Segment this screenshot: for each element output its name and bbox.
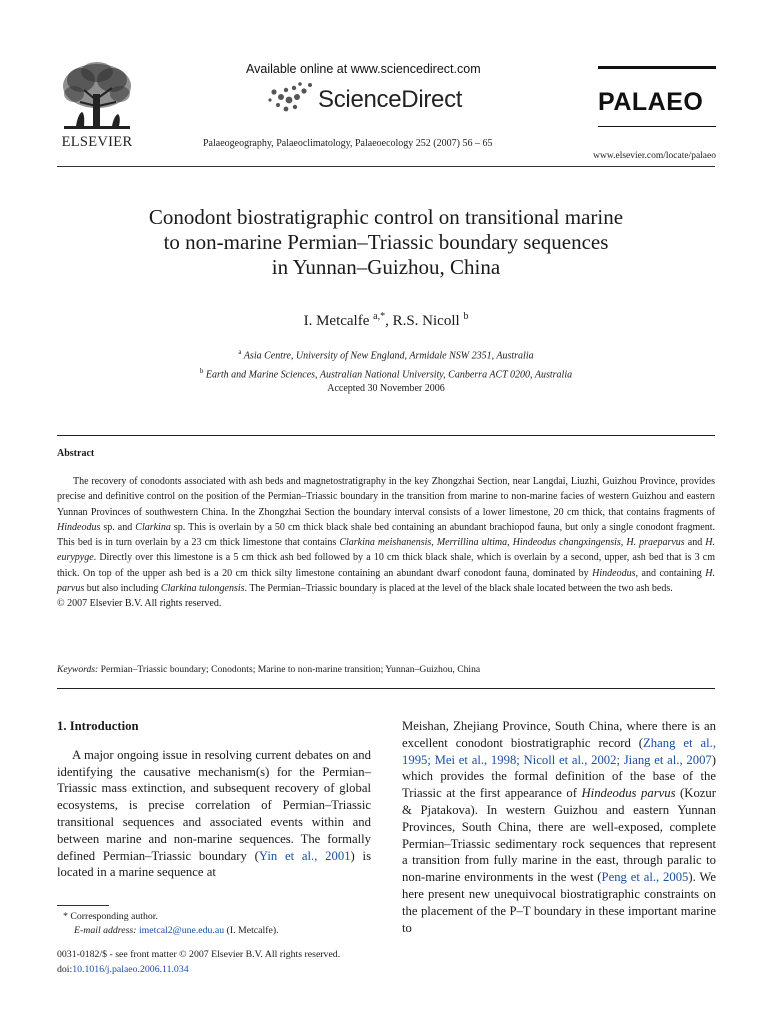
- author-affiliation-mark[interactable]: b: [463, 311, 469, 322]
- copyright-notice: © 2007 Elsevier B.V. All rights reserved.: [57, 598, 222, 610]
- email-link[interactable]: imetcal2@une.edu.au: [136, 924, 225, 936]
- sciencedirect-logo[interactable]: [266, 80, 476, 116]
- abstract-heading: Abstract: [57, 448, 95, 459]
- sciencedirect-dots-icon: [266, 80, 316, 114]
- front-matter: [57, 948, 417, 977]
- citation-link[interactable]: Zhang et al., 1995; Mei et al., 1998; Nicoll et al., 2002; Jiang et al., 2007: [402, 735, 716, 767]
- body-paragraph: A major ongoing issue in resolving current debates on and identifying the causative mechanism(s) for the Permian–Triassic mass extinction, and subsequent recovery of global ecosystems, is precise correlation of Permian–Triassic transitional sequences and associated events within and between marine and non-marine sequences. The formally defined Permian–Triassic boundary (Yin et al., 2001) is located in a marine sequence at: [57, 747, 372, 880]
- affiliations: [57, 345, 715, 383]
- doi-line: doi:10.1016/j.palaeo.2006.11.034: [57, 963, 189, 975]
- body-paragraph: Meishan, Zhejiang Province, South China, where there is an excellent conodont biostratigraphic record (Zhang et al., 1995; Mei et al., 1998; Nicoll et al., 2002; Jiang et al., 2007) which provides the formal definition of the base of the Triassic at the first appearance of Hindeodus parvus (Kozur & Pjatakova). In western Guizhou and eastern Yunnan Provinces, South China, there are well-exposed, complete Permian–Triassic sedimentary rock sequences that represent a transition from fully marine in the east, through paralic to non-marine environments in the west (Peng et al., 2005). We here present new unequivocal biostratigraphic constraints on the placement of the P–T boundary in these important marine to: [402, 719, 716, 935]
- journal-logo: PALAEO: [598, 88, 704, 116]
- abstract-top-divider: [57, 435, 715, 436]
- journal-url-link[interactable]: www.elsevier.com/locate/palaeo: [593, 151, 716, 161]
- author-affiliation-mark[interactable]: a,*: [373, 311, 386, 322]
- section-heading: 1. Introduction: [57, 719, 139, 733]
- sciencedirect-wordmark: ScienceDirect: [318, 86, 463, 113]
- doi-link[interactable]: 10.1016/j.palaeo.2006.11.034: [72, 963, 189, 975]
- journal-logo-rule: [598, 126, 716, 127]
- affiliation: $^a$ Asia Centre, University of New England, Armidale NSW 2351, Australia: [238, 348, 534, 362]
- title-line: in Yunnan–Guizhou, China: [271, 255, 501, 279]
- journal-citation: Palaeogeography, Palaeoclimatology, Palaeoecology 252 (2007) 56 – 65: [203, 138, 493, 149]
- affiliation: $^b$ Earth and Marine Sciences, Australian National University, Canberra ACT 0200, Australia: [199, 366, 573, 381]
- available-online-text[interactable]: Available online at www.sciencedirect.com: [246, 62, 481, 76]
- author-name[interactable]: R.S. Nicoll: [392, 313, 464, 329]
- keywords: [57, 664, 715, 675]
- abstract-text: [57, 474, 715, 612]
- keywords-list: Permian–Triassic boundary; Conodonts; Marine to non-marine transition; Yunnan–Guizhou, China: [98, 664, 481, 675]
- author-name[interactable]: I. Metcalfe: [303, 313, 374, 329]
- body-column-right: [402, 718, 716, 936]
- accepted-date: Accepted 30 November 2006: [327, 383, 445, 394]
- abstract-paragraph: The recovery of conodonts associated with ash beds and magnetostratigraphy in the key Zhongzhai Section, near Langdai, Liuzhi, Guizhou Province, provides precise and definitive control on the position of the Permian–Triassic boundary in the transition from marine to non-marine facies of western Guizhou and eastern Yunnan Provinces of southwestern China. In the Zhongzhai Section the boundary interval consists of a lower limestone, 20 cm thick, that contains fragments of Hindeodus sp. and Clarkina sp. This is overlain by a 50 cm thick black shale bed containing an abundant brachiopod fauna, but only a single conodont fragment. This bed is in turn overlain by a 23 cm thick limestone that contains Clarkina meishanensis, Merrillina ultima, Hindeodus changxingensis, H. praeparvus and H. eurypyge. Directly over this limestone is a 5 cm thick ash bed followed by a 10 cm thick black shale, which is overlain by a second, upper, ash bed that is 3 cm thick. On top of the upper ash bed is a 20 cm thick silty limestone containing an abundant dwarf conodont fauna, dominated by Hindeodus, and containing H. parvus but also including Clarkina tulongensis. The Permian–Triassic boundary is placed at the level of the black shale located between the two ash beds.: [57, 476, 716, 595]
- abstract-bottom-divider: [57, 688, 715, 689]
- title-line: Conodont biostratigraphic control on transitional marine: [148, 205, 624, 229]
- citation-link[interactable]: Yin et al., 2001: [258, 848, 351, 863]
- title-line: to non-marine Permian–Triassic boundary sequences: [163, 230, 609, 254]
- issn-line: 0031-0182/$ - see front matter © 2007 Elsevier B.V. All rights reserved.: [57, 949, 341, 960]
- publisher-name: ELSEVIER: [61, 134, 133, 150]
- header-divider: [57, 166, 715, 167]
- author-list: I. Metcalfe $^{a,*}$, R.S. Nicoll $^b$: [303, 311, 469, 329]
- corresponding-author-footnote: * Corresponding author. E-mail address: imetcal2@une.edu.au (I. Metcalfe).: [63, 911, 279, 936]
- journal-logo-rule: [598, 66, 716, 69]
- keywords-label: Keywords:: [57, 664, 99, 675]
- article-title: [57, 205, 715, 280]
- body-column-left: [57, 718, 371, 881]
- footnote-divider: [57, 905, 109, 906]
- citation-link[interactable]: Peng et al., 2005: [601, 870, 689, 885]
